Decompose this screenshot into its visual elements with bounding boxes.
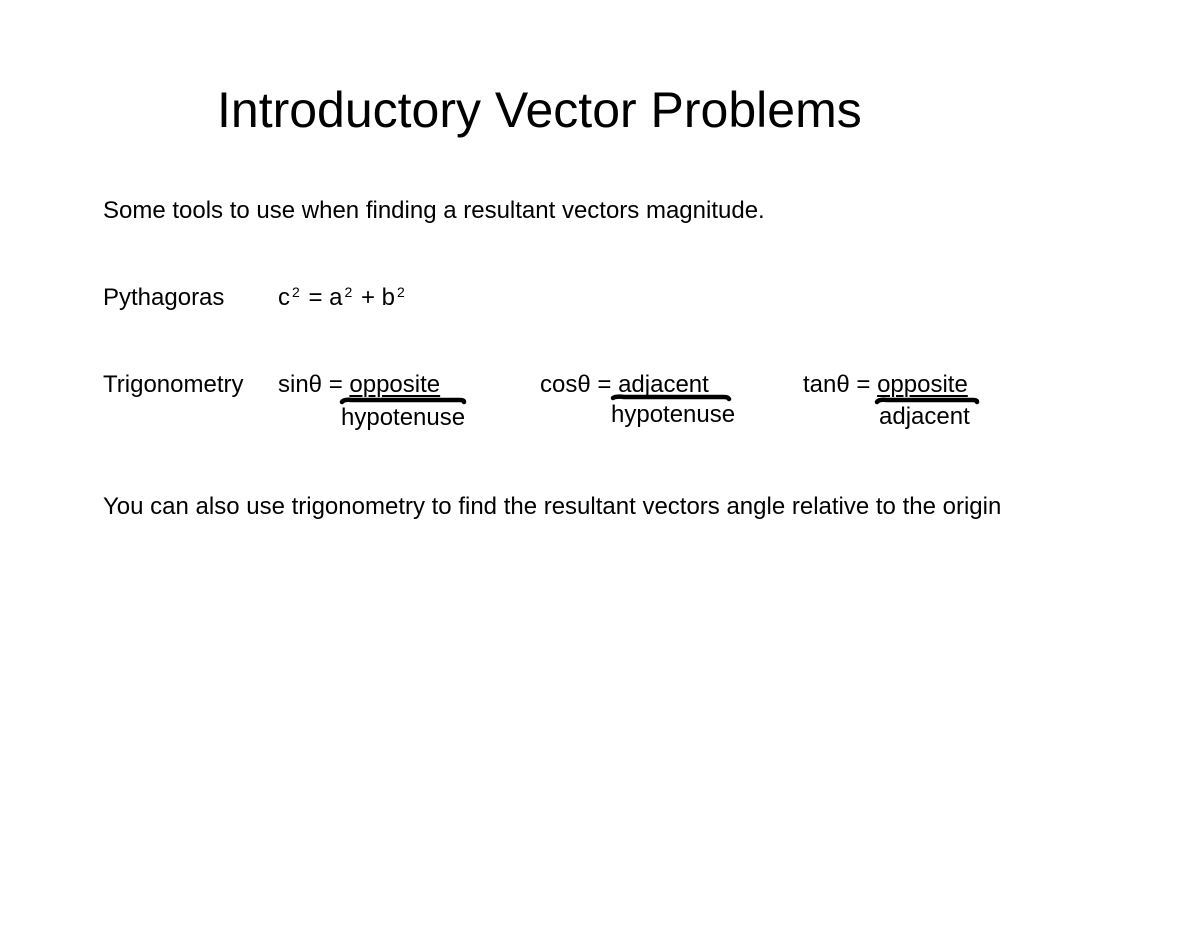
equals-sign: = [308,284,323,311]
pythagoras-label: Pythagoras [103,284,225,311]
tan-formula-top [803,371,968,399]
exp-c: 2 [292,284,300,300]
var-b: b [381,284,396,311]
tan-lhs: tanθ = [803,371,871,398]
closing-text: You can also use trigonometry to find the resultant vectors angle relative to the origin [103,493,1002,520]
exp-a: 2 [344,284,353,300]
cos-denominator: hypotenuse [611,401,736,428]
cos-lhs: cosθ = [540,371,612,398]
trigonometry-label: Trigonometry [103,371,244,398]
tan-numerator: opposite [877,371,968,398]
slide-title: Introductory Vector Problems [217,82,862,138]
var-c: c [278,284,290,311]
var-a: a [329,284,343,311]
exp-b: 2 [397,284,405,300]
cos-formula-top [540,371,709,399]
sin-fraction-bar [342,400,464,402]
pythagoras-formula [278,284,407,312]
tan-fraction-bar [877,400,977,402]
cos-numerator: adjacent [618,371,709,398]
sin-denominator: hypotenuse [341,404,466,431]
sin-formula-top [278,371,440,399]
sin-numerator: opposite [349,371,441,398]
sin-lhs: sinθ = [278,371,343,398]
plus-sign: + [360,284,375,311]
intro-text: Some tools to use when finding a resultant vectors magnitude. [103,197,765,224]
tan-denominator: adjacent [879,403,970,430]
